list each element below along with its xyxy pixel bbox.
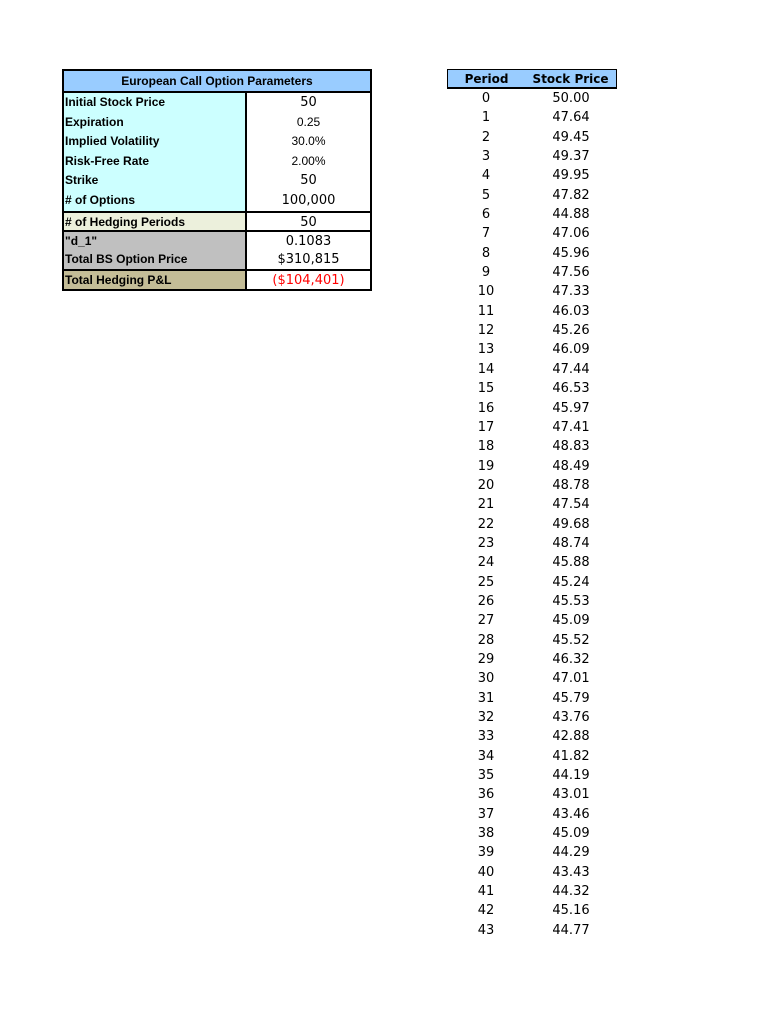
table-row [447,321,617,340]
table-row [447,515,617,534]
param-value-risk-free-rate[interactable]: 2.00% [291,153,326,168]
stock-price-cell[interactable]: 49.95 [552,168,590,184]
period-cell[interactable]: 37 [477,806,495,822]
stock-price-cell[interactable]: 43.46 [552,806,590,822]
table-row [447,708,617,727]
table-row [447,863,617,882]
period-cell[interactable]: 28 [477,632,495,648]
stock-price-cell[interactable]: 47.56 [552,265,590,281]
stock-price-cell[interactable]: 47.01 [552,671,590,687]
table-row [447,379,617,398]
param-row-d1 [64,230,370,250]
param-label: Strike [64,171,247,191]
stock-price-cell[interactable]: 45.96 [552,245,590,261]
param-value-hedging-periods[interactable]: 50 [300,214,317,230]
period-cell[interactable]: 24 [477,555,495,571]
param-label: # of Options [64,191,247,211]
stock-price-cell[interactable]: 45.53 [552,593,590,609]
stock-price-cell[interactable]: 50.00 [552,91,590,106]
param-label: Total BS Option Price [64,250,247,270]
period-cell[interactable]: 34 [477,748,495,764]
stock-price-cell[interactable]: 47.44 [552,361,590,377]
table-row [447,611,617,630]
table-row [447,882,617,901]
stock-price-cell[interactable]: 44.29 [552,845,590,861]
stock-price-cell[interactable]: 49.45 [552,129,590,145]
table-row [447,805,617,824]
table-row [447,186,617,205]
table-row [447,631,617,650]
param-label: Risk-Free Rate [64,152,247,172]
period-cell[interactable]: 30 [477,671,495,687]
param-label: Expiration [64,113,247,133]
stock-price-cell[interactable]: 44.19 [552,768,590,784]
stock-price-cell[interactable]: 43.76 [552,710,590,725]
period-cell[interactable]: 10 [477,284,495,300]
table-row [447,147,617,166]
period-cell[interactable]: 25 [477,574,495,590]
period-cell[interactable]: 16 [477,400,495,416]
param-row-initial-stock-price [64,93,370,113]
stock-price-cell[interactable]: 46.03 [552,303,590,319]
stock-price-cell[interactable]: 44.88 [552,207,590,223]
table-row [447,302,617,321]
stock-price-cell[interactable]: 41.82 [552,748,590,764]
stock-price-cell[interactable]: 47.54 [552,497,590,513]
param-value-num-options[interactable]: 100,000 [281,192,336,208]
period-cell[interactable]: 43 [477,922,495,938]
table-row [447,89,617,108]
table-row [447,921,617,940]
period-cell[interactable]: 0 [481,91,491,106]
param-label: # of Hedging Periods [64,213,247,231]
period-cell[interactable]: 31 [477,690,495,706]
stock-price-cell[interactable]: 45.26 [552,323,590,339]
stock-price-rows [447,89,617,940]
parameters-table [62,69,372,291]
param-label: Initial Stock Price [64,93,247,113]
stock-price-cell[interactable]: 45.24 [552,574,590,590]
period-cell[interactable]: 5 [481,187,491,203]
table-row [447,766,617,785]
stock-price-cell[interactable]: 48.74 [552,535,590,551]
stock-price-cell[interactable]: 48.49 [552,458,590,474]
stock-price-cell[interactable]: 45.52 [552,632,590,648]
stock-price-cell[interactable]: 46.53 [552,381,590,397]
table-row [447,650,617,669]
period-cell[interactable]: 27 [477,613,495,629]
param-row-expiration [64,113,370,133]
param-value-strike[interactable]: 50 [300,173,317,189]
parameters-title: European Call Option Parameters [64,71,370,93]
period-cell[interactable]: 20 [477,477,495,493]
param-value-implied-volatility[interactable]: 30.0% [291,134,326,149]
param-value-expiration[interactable]: 0.25 [296,114,321,129]
table-row [447,495,617,514]
period-cell[interactable]: 11 [477,303,495,319]
period-cell[interactable]: 39 [477,845,495,861]
stock-price-cell[interactable]: 46.09 [552,342,590,358]
stock-price-cell[interactable]: 45.09 [552,613,590,629]
period-cell[interactable]: 41 [477,884,495,900]
param-row-hedging-periods [64,211,370,231]
period-cell[interactable]: 38 [477,826,495,842]
table-row [447,534,617,553]
table-row [447,263,617,282]
period-cell[interactable]: 17 [477,419,495,435]
stock-price-cell[interactable]: 43.01 [552,787,590,803]
table-row [447,244,617,263]
period-cell[interactable]: 32 [477,710,495,725]
param-row-hedging-pnl [64,269,370,289]
period-cell[interactable]: 14 [477,361,495,377]
param-value-bs-option-price[interactable]: $310,815 [277,251,340,267]
stock-price-cell[interactable]: 45.79 [552,690,590,706]
stock-price-cell[interactable]: 44.77 [552,922,590,938]
stock-price-table-header [447,69,617,89]
param-value-initial-stock-price[interactable]: 50 [300,95,317,110]
table-row [447,205,617,224]
period-cell[interactable]: 21 [477,497,495,513]
period-cell[interactable]: 1 [481,110,491,126]
table-row [447,689,617,708]
stock-price-table [447,69,617,940]
period-cell[interactable]: 19 [477,458,495,474]
param-label: Implied Volatility [64,132,247,152]
column-header-period: Period [464,72,509,86]
table-row [447,553,617,572]
period-cell[interactable]: 3 [481,149,491,165]
period-cell[interactable]: 33 [477,729,495,745]
stock-price-cell[interactable]: 42.88 [552,729,590,745]
period-cell[interactable]: 23 [477,535,495,551]
stock-price-cell[interactable]: 49.68 [552,516,590,532]
stock-price-cell[interactable]: 43.43 [552,864,590,880]
period-cell[interactable]: 8 [481,245,491,261]
period-cell[interactable]: 29 [477,651,495,667]
param-label: Total Hedging P&L [64,271,247,289]
stock-price-cell[interactable]: 45.97 [552,400,590,416]
stock-price-cell[interactable]: 45.16 [552,903,590,919]
table-row [447,727,617,746]
period-cell[interactable]: 18 [477,439,495,455]
period-cell[interactable]: 7 [481,226,491,242]
param-value-hedging-pnl[interactable]: ($104,401) [272,273,345,289]
stock-price-cell[interactable]: 47.41 [552,419,590,435]
period-cell[interactable]: 9 [481,265,491,281]
param-row-implied-volatility [64,132,370,152]
stock-price-cell[interactable]: 47.82 [552,187,590,203]
table-row [447,457,617,476]
stock-price-cell[interactable]: 47.33 [552,284,590,300]
table-row [447,437,617,456]
column-header-stock-price: Stock Price [532,72,609,86]
table-row [447,573,617,592]
period-cell[interactable]: 6 [481,207,491,223]
table-row [447,843,617,862]
table-row [447,785,617,804]
table-row [447,418,617,437]
table-row [447,282,617,301]
table-row [447,669,617,688]
table-row [447,108,617,127]
param-row-num-options [64,191,370,211]
stock-price-cell[interactable]: 46.32 [552,651,590,667]
stock-price-cell[interactable]: 47.06 [552,226,590,242]
period-cell[interactable]: 40 [477,864,495,880]
table-row [447,476,617,495]
period-cell[interactable]: 22 [477,516,495,532]
stock-price-cell[interactable]: 49.37 [552,149,590,165]
stock-price-cell[interactable]: 45.09 [552,826,590,842]
param-label: "d_1" [64,232,247,250]
param-value-d1[interactable]: 0.1083 [285,234,332,250]
table-row [447,901,617,920]
stock-price-cell[interactable]: 48.83 [552,439,590,455]
stock-price-cell[interactable]: 45.88 [552,555,590,571]
table-row [447,360,617,379]
table-row [447,128,617,147]
table-row [447,340,617,359]
period-cell[interactable]: 36 [477,787,495,803]
period-cell[interactable]: 13 [477,342,495,358]
period-cell[interactable]: 4 [481,168,491,184]
table-row [447,399,617,418]
param-row-strike [64,171,370,191]
stock-price-cell[interactable]: 47.64 [552,110,590,126]
stock-price-cell[interactable]: 44.32 [552,884,590,900]
table-row [447,224,617,243]
table-row [447,166,617,185]
period-cell[interactable]: 26 [477,593,495,609]
period-cell[interactable]: 15 [477,381,495,397]
table-row [447,824,617,843]
param-row-bs-option-price [64,250,370,270]
period-cell[interactable]: 35 [477,768,495,784]
period-cell[interactable]: 12 [477,323,495,339]
param-row-risk-free-rate [64,152,370,172]
period-cell[interactable]: 42 [477,903,495,919]
period-cell[interactable]: 2 [481,129,491,145]
table-row [447,592,617,611]
table-row [447,747,617,766]
stock-price-cell[interactable]: 48.78 [552,477,590,493]
